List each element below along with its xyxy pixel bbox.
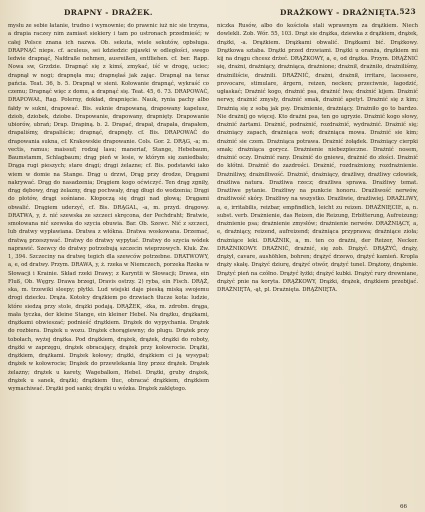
signature-mark: 66 [400, 504, 407, 510]
right-column-text: niczka Rusów, albo do kościoła stali wprawnym za drążkiem. Niech dowlekli. Zob. Wór. 55, 103. Drąż sie drążka, dziewka z drążkiem, drążek, drążki, -a. Drążkiem. Drążkami obwalić. Drążkami bić. Drążkowy. Drążkowa sztaba. Drążki przed drzwiami. Drążki u oranża, drążkiem mi kij na drągu chcesz drżeć. DRĄŻKOWY, a, e, od drążka. Przym. DRĄŻNIĆ się, drażni, drażniący, drażniąca, drażnione; drażnił, drażniło, drażniliśmy, drażniliście, drażnili. DRAŻNIĆ, drażni, drażnił, irritare, lacessere, provocare, stimulare, ärgern, reizen, necken; przeciwnie, łagodzić, ugłaskać; Drażnić kogo, drażnić psa, drażnić lwa; drażnić kijem. Drażnić nerwy, drażnić zmysły, drażnić smak, drażnić apetyt. Drażnić się z kim; Drażnią się z sobą jak psy. Drażnienie, drażniący. Drażniło go to bardzo. Nie drażnij go więcej. Kto drażni psa, ten go ugryzie. Drażnić kogo słowy, drażnić żartami. Drażnić, podrażnić, rozdrażnić, wydrażnić. Drażnić się; drażniący zapach, drażniąca woń; drażniąca mowa. Drażnić sie kim; drażnić sie czem. Drażniąca potrawa. Drażnić żołądek. Drażniący cierpki smak; drażniąca gorycz. Drażnienie niebezpieczne. Drażnić nosem, drażnić oczy. Drażnić rany. Drażnić do gniewu, drażnić do złości. Drażnić do kłótni. Drażnić do zazdrości. Drażnić, rozdrażniony, rozdrażnienie. Drażniliwy, drażniliwość. Drażnić, drażniący, drażliwy, drażliwy człowiek, drażliwa natura. Drażliwa rzecz; drażliwa sprawa. Drażliwy temat. Drażliwe pytanie. Drażliwy na punkcie honoru. Drażliwość nerwów, drażliwość skóry. Drażliwy na wszystko. Drażliwie, drażliwiej. DRAŻLIWY, a, e, irritabilis, reizbar, empfindlich, leicht zu reizen. DRAŻNIĘCIE, a, n. subst. verb. Drażnienie, das Reizen, die Reizung, Erbitterung, Aufreizung; drażnienie psa; drażnienie zmysłów; drażnienie nerwów. DRAŻNIĄCY, a, e, drażniący, reizend, aufreizend; drażniąca przyprawa; drażniące zioła; drażniące leki. DRAŻNIK, a, m. ten co drażni, der Reizer, Necker. DRAŻNIKOWY. DRAŻNIĆ, drażnić, się zob. Drążyć. DRĄŻYĆ, drąży, drążył, cavare, aushöhlen, bohren; drążyć drzewo, drążyć kamień. Kropla drąży skałę. Drążyć dziurę, drążyć otwór, drążyć tunel. Drążony, drążenie. Drążyć pień na czółno. Drążyć łyżki; drążyć kubki. Drążyć rury drewniane, drążyć pnie na koryta. DRĄŻKOWY, Drążki, drążek, drążkiem przebijać. DRAŻNIĘTA, -ąt, pl. Drażnięta. DRĄŻNIĘTA. [217, 23, 418, 293]
left-column [8, 22, 209, 508]
page-number: 523 [399, 7, 416, 16]
running-header [8, 6, 418, 20]
left-column-text: mysłu ze sebie łatanie, trudno i wymownie; do prawnic iuż nic sie trzyma, a drapia raczey nim zamiast siekiery i tam po ustronach przedmieść; w całej Polsce znana ich nazwa. Ob. sekuta, wiele sekutów, opbsługa. DRAPNĄĆ nieps. cf. aculeus, sei kdziedzic pijawki w odległości, swego ledwie drapnąć, Nafdraße nehmen, ausreißen, entfliehen. cf. ber. Rapp. Nowa sw, Grzdzie. Drapnąć się z kimś, zmykać, iść w drogę, uciec; drapnął w nogi; drapnęła mu; drapnęłaś jak zając. Drapnął na teraz pańcia. Teat. 36, b. 5. Drapnął w sieni. Kołowanie drapnąć, wykraść co czemu; Drapnąć więc z domu, a drapnąć się. Teat. 45, 6. 73. DRAPOWAĆ, DRAPOWAŁ, Rag. Polerny, dokład, drapnięcie. Nauk, rynia pachy albo fałdy w sukni, drapować. Bis. suknie drapowaną, drapowany kapelusz, dziob, dziobek, dziobe. Drapowanie, drapowany, drapnięty. Drapowanie ubiorów, ubrań; Drap. Drapiną. b. 2. Drapać, drapał, drapała, drapałem, drapaliśmy, drapaliście; drapnąć, drapnęły. cf. Bis. DRAPOWAĆ do drapowania sukna, cf. Krakowskie drapowanie. Cols. Gor. 2. DRĄG, -a; m. vectis, ramus; maissuf; rodzaj lasu; maneriaf, Stange, Hebebaum, Baumstamm, Schlagbaum; drąg pień w lesie, w którym się zaniedbało; Drąga rugi pieszych; stare drągi; drągi żelazne; cf. Bis. podstawki iako wiem w domie na Stange. Drąg u drzwi, Drąg przy drodze, Drągami nakrywać. Drąg do nasadzenia; Drągiem kogo oćwiczyć. Ten drąg zgniły, drąg dębowy, drąg żelazny, drąg pochwały, drąg długi do wodzenia; Drągi do płotów, drągi sośniane. Kłopoczą się drągi nad głową; Drągami obwalić. Drągiem uderzyć, cf. Bis. DRĄGAL, -a, m. przyd. drągowy. DRATWA, y, ż. nić szewska ze szczeci skręcona, der Pechdraht; Bratwie, smołowana nić szewska do szycia obuwia. Bar. Ob. Szewc. Nić z szczeci, lub dratwy wypławiana. Dratwa z włókna. Dratwa woskowana. Drzemać, dratwą przeszywać. Dratwy do dratwy wypytać. Dratwy do szycia wódek naprawić. Szewcy do dratwy potrzebują szczecin wieprzowych. Kluk. Zw. 1, 394. Szczeciny na dratwę tegich dla szewców potrzebne. DRATWOWY, a, e, od dratwy. Przym. DRAWA, y, ż. rzeka w Niemczech, porzeka Rzeka w Słowacji i Krainie. Skład rzeki Drawy; z Karyntii w Słowacji; Drawa, ein Fluß, Ob. Węgry. Drawa brzegi, Dravis ostrzy. 2) ryba, ein Fisch. DRĄŻ, ska, m. trzewiki sleepy; płytki. Lud wiejski daje pieską miską swojemu drogi dziecku. Drąża. Kotołcy drążkiem po drzwiach tłucze kota: ludzie, które siedzą przy stole, drążki podają. DRĄŻEK, -żka, m. zdrobn. drąga, mała tyczka, der kleine Stange, ein kleiner Hebel. Na drążku, drążkami, drążkami obwieszać; podnieść drążkiem. Drążek do wypychania. Drążek do rozbiera. Drążek u wozu. Drążek chorągiewny; do pługu. Drążek przy tobołach, wyżej drążka. Pod drążkiem, drążek, drążek, drążki do roboty, drążki w zaprzęgu, drążek obracający, drążek przy kołowrocie. Drążki, drążkiem, drążkami. Drążek kołowy; drążki, drążkiem ci ją wysypał; drążek w kołowrocie; Drążek do przewlekania liny przez drążek. Drążek żelazny; drążek u karety, Wagebalken, Hebel. Drążki, gruby drążek, drążek u sanek, drążki; drążkiem tłuc, obracać drążkiem, drążkiem wymachiwać. Drążki pod sanki; drążki u wózka. Drążek zaklętego. [8, 23, 209, 392]
right-column [217, 22, 418, 508]
right-running-head: DRAŻKOWY - DRAŻNIĘTA. [280, 8, 400, 17]
left-running-head: DRAPNY - DRAŻEK. [64, 8, 153, 17]
text-columns [8, 22, 418, 508]
